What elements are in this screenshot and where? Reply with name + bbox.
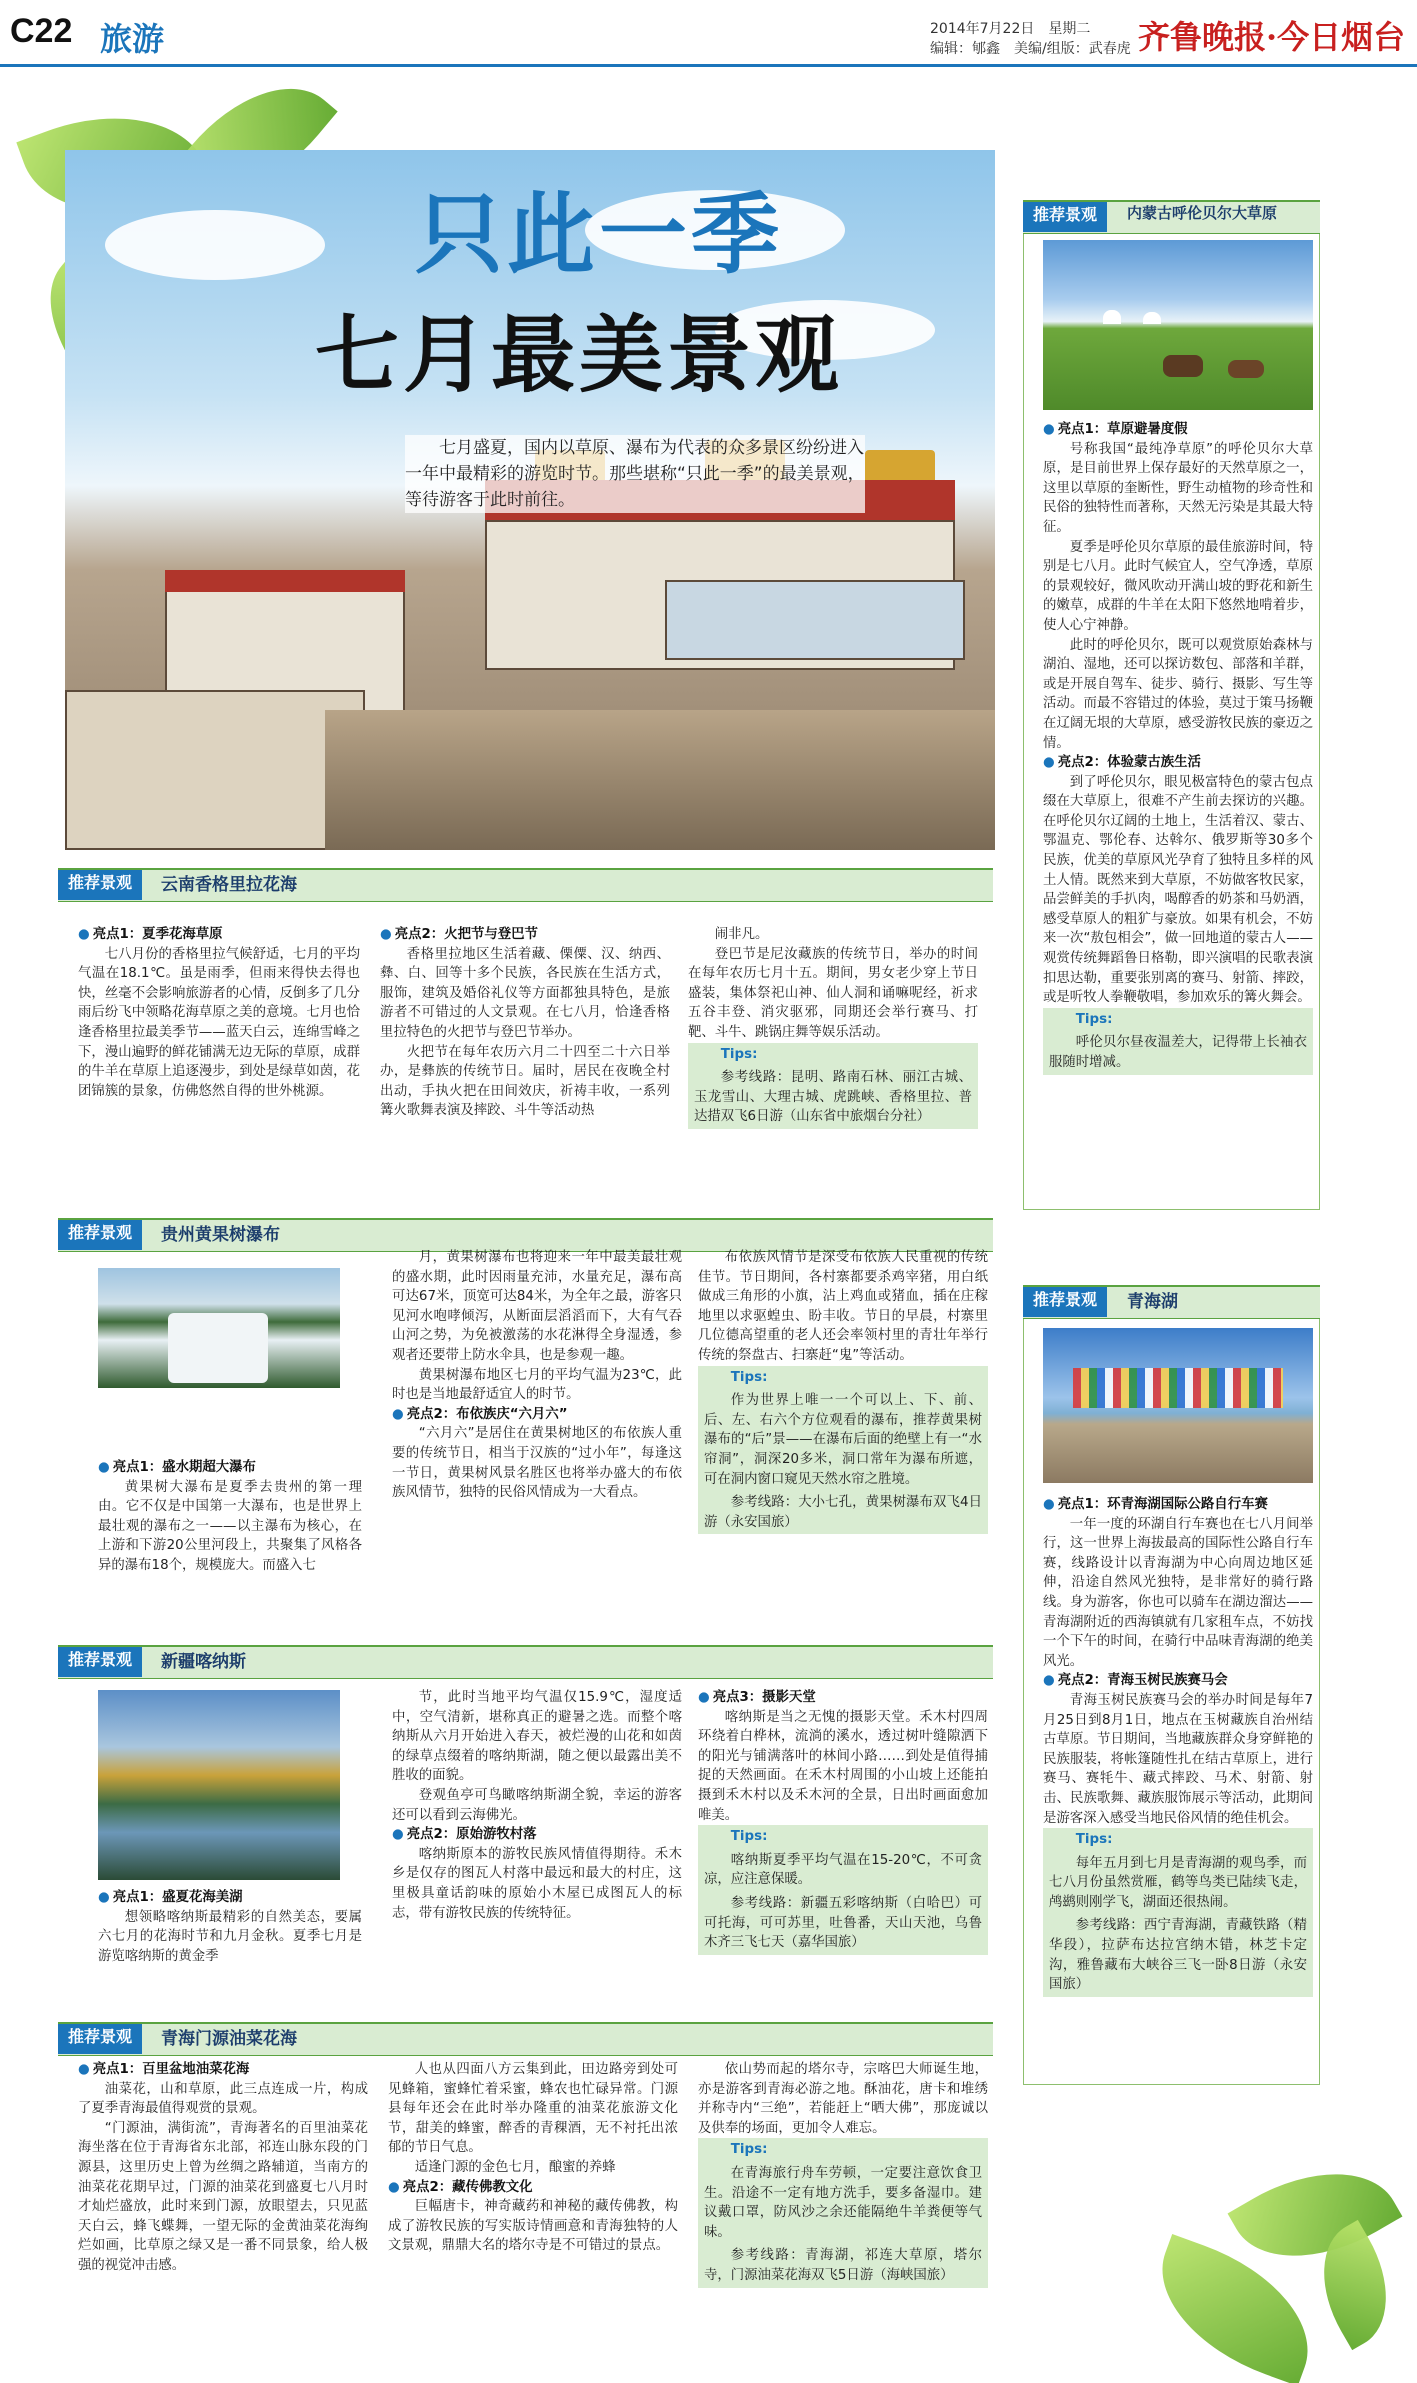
body-paragraph: 人也从四面八方云集到此，田边路旁到处可见蜂箱，蜜蜂忙着采蜜，蜂农也忙碌异常。门源县每年还会在此时举办隆重的油菜花旅游文化节，甜美的蜂蜜，醉香的青稞酒，无不衬托出浓郁的节日气息。	[388, 2062, 678, 2156]
article-column	[392, 1248, 682, 1503]
body-paragraph: 布依族风情节是深受布依族人民重视的传统佳节。节日期间，各村寨都要杀鸡宰猪，用白纸做成三角形的小旗，沾上鸡血或猪血，插在庄稼地里以求驱蝗虫、盼丰收。节日的早晨，村寨里几位德高望重的老人还会率领村里的青壮年举行传统的祭盘古、扫寨赶“鬼”等活动。	[698, 1250, 988, 1363]
highlight-heading: ● 亮点2：原始游牧村落	[392, 1825, 682, 1845]
body-paragraph: “六月六”是居住在黄果树地区的布依族人重要的传统节日，相当于汉族的“过小年”，每逢这一节日，黄果树风景名胜区也将举办盛大的布依族风情节，独特的民俗风情成为一大看点。	[392, 1426, 682, 1501]
body-paragraph: 登观鱼亭可鸟瞰喀纳斯湖全貌，幸运的游客还可以看到云海佛光。	[392, 1787, 682, 1823]
body-paragraph: 巨幅唐卡，神奇藏药和神秘的藏传佛教，构成了游牧民族的写实版诗情画意和青海独特的人文景观，鼎鼎大名的塔尔寺是不可错过的景点。	[388, 2199, 678, 2254]
tips-note: 参考线路：青海湖，祁连大草原，塔尔寺，门源油菜花海双飞5日游（海峡国旅）	[698, 2244, 988, 2287]
section-title-guizhou: 贵州黄果树瀑布	[161, 1225, 280, 1245]
body-paragraph: 火把节在每年农历六月二十四至二十六日举办，是彝族的传统节日。届时，居民在夜晚全村出动，手执火把在田间效庆，祈祷丰收，一系列篝火歌舞表演及摔跤、斗牛等活动热	[380, 1044, 670, 1119]
article-column	[698, 1248, 988, 1534]
body-paragraph: 闹非凡。	[714, 927, 769, 942]
recommend-tag: 推荐景观	[1023, 202, 1107, 232]
header-divider	[0, 64, 1417, 67]
body-paragraph: 七八月份的香格里拉气候舒适，七月的平均气温在18.1℃。虽是雨季，但雨来得快去得也快，丝毫不会影响旅游者的心情，反倒多了几分雨后纷飞中领略花海草原之美的意境。七月也恰逢香格里拉最美季节——蓝天白云，连绵雪峰之下，漫山遍野的鲜花铺满无边无际的草原，成群的牛羊在草原上追逐漫步，到处是绿草如茵，花团锦簇的景象，仿佛悠然自得的世外桃源。	[78, 946, 360, 1099]
tips-label: Tips:	[688, 1043, 978, 1067]
highlight-heading: ● 亮点1：百里盆地油菜花海	[78, 2060, 368, 2080]
section-title-xinjiang: 新疆喀纳斯	[161, 1652, 246, 1672]
recommend-tag: 推荐景观	[58, 1220, 142, 1250]
body-paragraph: 适逢门源的金色七月，酿蜜的养蜂	[414, 2159, 616, 2175]
body-paragraph: 节，此时当地平均气温仅15.9℃，湿度适中，空气清新，堪称真正的避暑之选。而整个喀纳斯从六月开始进入春天，被烂漫的山花和如茵的绿草点缀着的喀纳斯湖，随之便以最露出美不胜收的面貌。	[392, 1690, 682, 1784]
page-number: C22	[10, 12, 73, 50]
highlight-heading: ● 亮点2：布依族庆“六月六”	[392, 1405, 682, 1425]
tips-label: Tips:	[698, 2138, 988, 2162]
highlight-heading: ● 亮点3：摄影天堂	[698, 1688, 988, 1708]
tips-label: Tips:	[698, 1825, 988, 1849]
tips-note: 参考线路：大小七孔，黄果树瀑布双飞4日游（永安国旅）	[698, 1491, 988, 1534]
highlight-heading: ● 亮点2：火把节与登巴节	[380, 925, 670, 945]
newspaper-brand: 齐鲁晚报·今日烟台	[1138, 18, 1406, 56]
lead-paragraph: 七月盛夏，国内以草原、瀑布为代表的众多景区纷纷进入一年中最精彩的游览时节。那些堪称“只此一季”的最美景观，等待游客于此时前往。	[405, 435, 865, 513]
article-column	[380, 925, 670, 1121]
tips-note: 参考线路：西宁青海湖，青藏铁路（精华段），拉萨布达拉宫纳木错，林芝卡定沟，雅鲁藏布大峡谷三飞一卧8日游（永安国旅）	[1043, 1914, 1313, 1996]
article-column	[688, 925, 978, 1129]
headline-line2: 七月最美景观	[315, 306, 844, 404]
article-column	[98, 1458, 362, 1576]
body-paragraph: 油菜花，山和草原，此三点连成一片，构成了夏季青海最值得观赏的景观。	[78, 2081, 368, 2117]
body-paragraph: 月，黄果树瀑布也将迎来一年中最美最壮观的盛水期，此时因雨量充沛，水量充足，瀑布高可达67米，顶宽可达84米，为全年之最，游客只见河水咆哮倾泻，从断面层滔滔而下，大有气吞山河之势，为免被激荡的水花淋得全身湿透，参观者还要带上防水伞具，也是参观一趣。	[392, 1250, 682, 1363]
tips-note: 每年五月到七月是青海湖的观鸟季，而七八月份虽然赏雁，鹤等鸟类已陆续飞走，鸬鹚则刚学飞，湖面还很热闹。	[1043, 1852, 1313, 1915]
tips-note: 作为世界上唯一一个可以上、下、前、后、左、右六个方位观看的瀑布，推荐黄果树瀑布的“后”景——在瀑布后面的绝壁上有一“水帘洞”，洞深20多米，洞口常年为瀑布所遮，可在洞内窗口窥见天然水帘之胜境。	[698, 1389, 988, 1491]
highlight-heading: ● 亮点2：藏传佛教文化	[388, 2178, 678, 2198]
highlight-heading: ● 亮点1：环青海湖国际公路自行车赛	[1043, 1495, 1313, 1515]
tips-note: 在青海旅行舟车劳顿，一定要注意饮食卫生。沿途不一定有地方洗手，要多备湿巾。建议戴口罩，防风沙之余还能隔绝牛羊粪便等气味。	[698, 2162, 988, 2244]
waterfall-photo	[98, 1268, 340, 1388]
body-paragraph: 喀纳斯是当之无愧的摄影天堂。禾木村四周环绕着白桦林，流淌的溪水，透过树叶缝隙洒下的阳光与铺满落叶的林间小路……到处是值得捕捉的天然画面。在禾木村周围的小山坡上还能拍摄到禾木村以及禾木河的全景，日出时画面愈加唯美。	[698, 1709, 988, 1823]
article-column	[698, 2060, 988, 2288]
body-paragraph: 依山势而起的塔尔寺，宗喀巴大师诞生地，亦是游客到青海必游之地。酥油花，唐卡和堆绣并称寺内“三绝”，若能赶上“晒大佛”，那庞诚以及供奉的场面，更加令人难忘。	[698, 2062, 988, 2136]
issue-date: 2014年7月22日 星期二	[930, 21, 1091, 37]
highlight-heading: ● 亮点1：草原避暑度假	[1043, 420, 1313, 440]
body-paragraph: 号称我国“最纯净草原”的呼伦贝尔大草原，是目前世界上保存最好的天然草原之一，这里以草原的奎断性，野生动植物的珍奇性和民俗的独特性而著称，天然无污染是其最大特征。	[1043, 441, 1313, 535]
editor-credits: 编辑：郇鑫 美编/组版：武春虎	[930, 41, 1131, 57]
tips-label: Tips:	[698, 1366, 988, 1390]
section-bar-xinjiang	[58, 1645, 993, 1679]
body-paragraph: “门源油，满街流”，青海著名的百里油菜花海坐落在位于青海省东北部，祁连山脉东段的门源县，这里历史上曾为丝绸之路辅道，当南方的油菜花花期早过，门源的油菜花到盛夏七八月时才灿烂盛放，此时来到门源，放眼望去，只见蓝天白云，蜂飞蝶舞，一望无际的金黄油菜花海绚烂如画，比草原之绿又是一番不同景象，给人极强的视觉冲击感。	[78, 2120, 368, 2273]
body-paragraph: 一年一度的环湖自行车赛也在七八月间举行，这一世界上海拔最高的国际性公路自行车赛，线路设计以青海湖为中心向周边地区延伸，沿途自然风光独特，是非常好的骑行路线。身为游客，你也可以骑车在湖边溜达——青海湖附近的西海镇就有几家租车点，不妨找一个下午的时间，在骑行中品味青海湖的绝美风光。	[1043, 1516, 1313, 1669]
section-name: 旅游	[100, 20, 165, 58]
qinghai-lake-photo	[1043, 1328, 1313, 1483]
article-column	[1043, 420, 1313, 1075]
body-paragraph: 想领略喀纳斯最精彩的自然美态，要属六七月的花海时节和九月金秋。夏季七月是游览喀纳斯的黄金季	[98, 1909, 362, 1964]
tips-note: 呼伦贝尔昼夜温差大，记得带上长袖衣服随时增减。	[1043, 1031, 1313, 1074]
article-column	[78, 2060, 368, 2276]
section-title-hulunbuir: 内蒙古呼伦贝尔大草原	[1127, 204, 1278, 222]
section-bar-yunnan	[58, 868, 993, 902]
body-paragraph: 登巴节是尼汝藏族的传统节日，举办的时间在每年农历七月十五。期间，男女老少穿上节日盛装，集体祭祀山神、仙人洞和诵嘛呢经，祈求五谷丰登、消灾驱邪，同期还会举行赛马、打靶、斗牛、跳锅庄舞等娱乐活动。	[688, 946, 978, 1040]
body-paragraph: 黄果树瀑布地区七月的平均气温为23℃，此时也是当地最舒适宜人的时节。	[392, 1367, 682, 1403]
article-column	[388, 2060, 678, 2256]
section-bar-guizhou	[58, 1218, 993, 1252]
article-column	[78, 925, 360, 1101]
section-bar-hulunbuir	[1023, 200, 1320, 234]
body-paragraph: 黄果树大瀑布是夏季去贵州的第一理由。它不仅是中国第一大瀑布，也是世界上最壮观的瀑布之一——以主瀑布为核心，在上游和下游20公里河段上，共聚集了风格各异的瀑布18个，规模庞大。而盛入七	[98, 1479, 362, 1573]
section-bar-qinghai-lake	[1023, 1285, 1320, 1319]
tips-note: 参考线路：新疆五彩喀纳斯（白哈巴）可可托海，可可苏里，吐鲁番，天山天池，乌鲁木齐三飞七天（嘉华国旅）	[698, 1892, 988, 1955]
body-paragraph: 到了呼伦贝尔，眼见极富特色的蒙古包点缀在大草原上，很难不产生前去探访的兴趣。在呼伦贝尔辽阔的土地上，生活着汉、蒙古、鄂温克、鄂伦春、达斡尔、俄罗斯等30多个民族，优美的草原风光孕育了独特且多样的风土人情。既然来到大草原，不妨做客牧民家，品尝鲜美的手扒肉，喝醇香的奶茶和马奶酒，感受草原人的粗犷与豪放。如果有机会，不妨来一次“敖包相会”，做一回地道的蒙古人——观赏传统舞蹈鲁日格勒，即兴演唱的民歌表演扣思达勒，重要张别离的赛马、射箭、摔跤，或是听牧人拳鞭敬唱，参加欢乐的篝火舞会。	[1043, 774, 1313, 1006]
highlight-heading: ● 亮点2：青海玉树民族赛马会	[1043, 1671, 1313, 1691]
recommend-tag: 推荐景观	[58, 2024, 142, 2054]
tips-note: 参考线路：昆明、路南石林、丽江古城、玉龙雪山、大理古城、虎跳峡、香格里拉、普达措双飞6日游（山东省中旅烟台分社）	[688, 1066, 978, 1129]
highlight-heading: ● 亮点1：夏季花海草原	[78, 925, 360, 945]
body-paragraph: 喀纳斯原本的游牧民族风情值得期待。禾木乡是仅存的图瓦人村落中最远和最大的村庄，这里极具童话韵味的原始小木屋已成图瓦人的标志，带有游牧民族的传统特征。	[392, 1846, 682, 1921]
highlight-heading: ● 亮点1：盛夏花海美湖	[98, 1888, 362, 1908]
headline-line1: 只此一季	[415, 183, 784, 286]
tips-note: 喀纳斯夏季平均气温在15-20℃，不可贪凉，应注意保暖。	[698, 1849, 988, 1892]
leaf-decoration	[1138, 2234, 1332, 2383]
article-column	[98, 1888, 362, 1966]
highlight-heading: ● 亮点2：体验蒙古族生活	[1043, 753, 1313, 773]
body-paragraph: 青海玉树民族赛马会的举办时间是每年7月25日到8月1日，地点在玉树藏族自治州结古草原。节日期间，当地藏族群众身穿鲜艳的民族服装，将帐篷随性扎在结古草原上，进行赛马、赛牦牛、藏式摔跤、马术、射箭、射击、民族歌舞、藏族服饰展示等活动，此期间是游客深入感受当地民俗风情的绝佳机会。	[1043, 1692, 1313, 1826]
body-paragraph: 香格里拉地区生活着藏、傈僳、汉、纳西、彝、白、回等十多个民族，各民族在生活方式，服饰，建筑及婚俗礼仪等方面都独具特色，是旅游者不可错过的人文景观。在七八月，恰逢香格里拉特色的火把节与登巴节举办。	[380, 946, 670, 1040]
tips-label: Tips:	[1043, 1828, 1313, 1852]
kanas-lake-photo	[98, 1690, 340, 1880]
body-paragraph: 夏季是呼伦贝尔草原的最佳旅游时间，特别是七八月。此时气候宜人，空气净透，草原的景观较好，微风吹动开满山坡的野花和新生的嫩草，成群的牛羊在太阳下悠然地啃着步，使人心宁神静。	[1043, 539, 1313, 633]
highlight-heading: ● 亮点1：盛水期超大瀑布	[98, 1458, 362, 1478]
recommend-tag: 推荐景观	[58, 1647, 142, 1677]
recommend-tag: 推荐景观	[1023, 1287, 1107, 1317]
article-column	[1043, 1495, 1313, 1997]
recommend-tag: 推荐景观	[58, 870, 142, 900]
grassland-photo	[1043, 240, 1313, 410]
article-column	[392, 1688, 682, 1923]
section-bar-menyuan	[58, 2022, 993, 2056]
tips-label: Tips:	[1043, 1008, 1313, 1032]
section-title-yunnan: 云南香格里拉花海	[161, 875, 297, 895]
section-title-qinghai-lake: 青海湖	[1127, 1292, 1178, 1312]
section-title-menyuan: 青海门源油菜花海	[161, 2029, 297, 2049]
article-column	[698, 1688, 988, 1955]
body-paragraph: 此时的呼伦贝尔，既可以观赏原始森林与湖泊、湿地，还可以探访数包、部落和羊群，或是开展自驾车、徒步、骑行、摄影、写生等活动。而最不容错过的体验，莫过于策马扬鞭在辽阔无垠的大草原，感受游牧民族的豪迈之情。	[1043, 637, 1313, 751]
